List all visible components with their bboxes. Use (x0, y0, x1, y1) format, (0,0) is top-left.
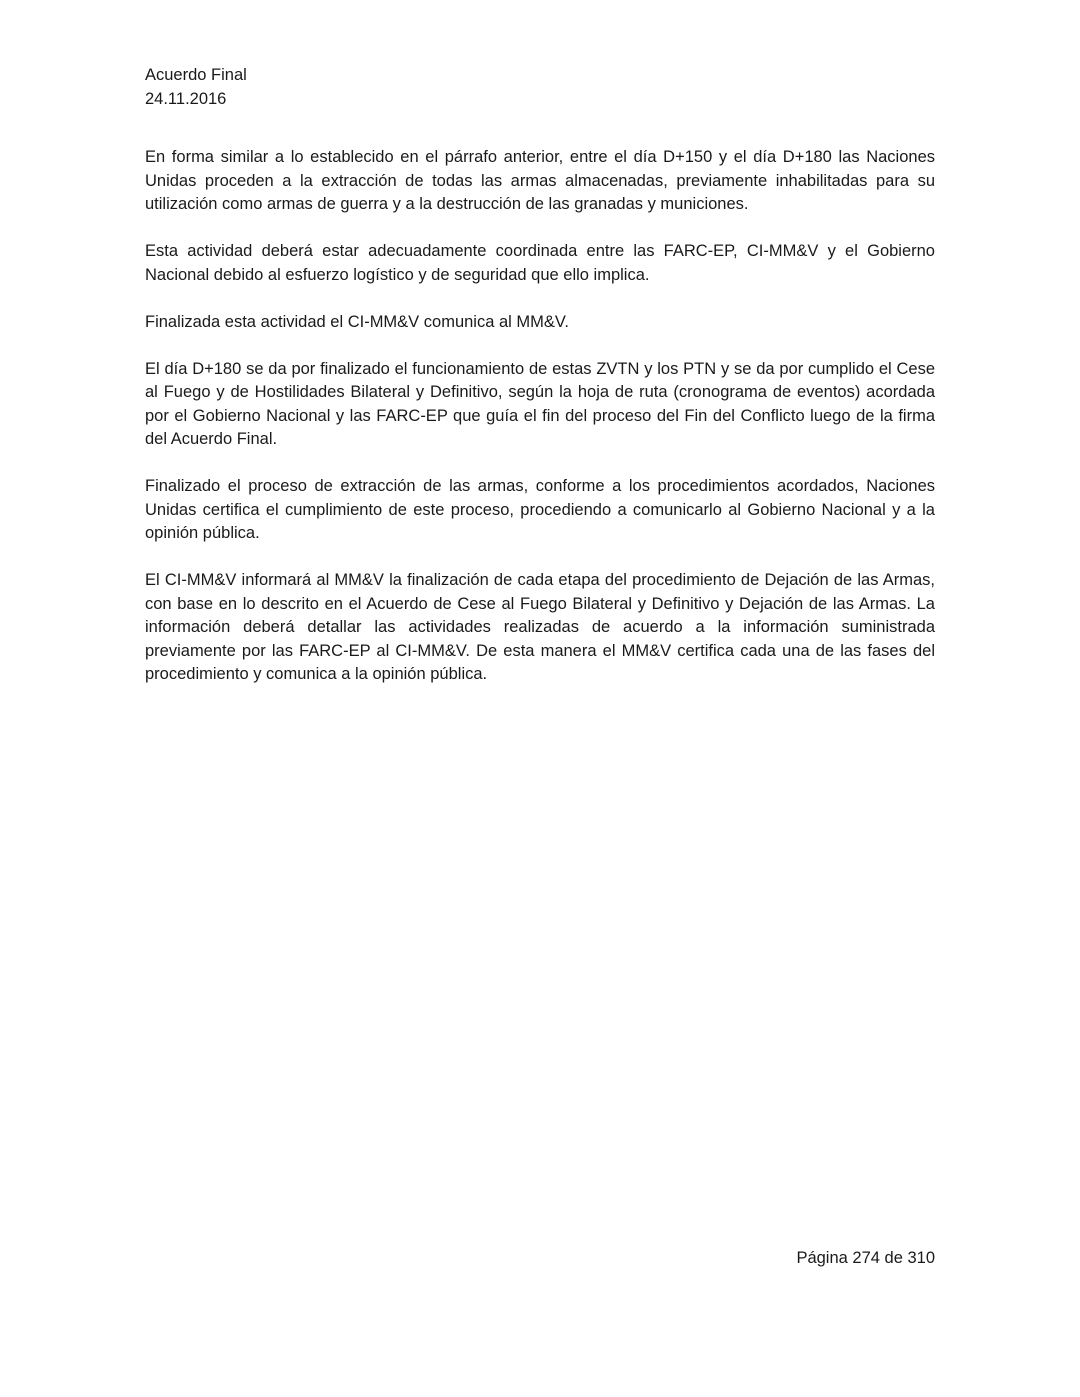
page-number: Página 274 de 310 (796, 1249, 935, 1267)
paragraph-weapons-extraction: En forma similar a lo establecido en el párrafo anterior, entre el día D+150 y el día D+180 las Naciones Unidas proceden a la extracción de todas las armas almacenadas, previamente inhabilitadas para su utilización como armas de guerra y a la destrucción de las granadas y municiones. (145, 148, 935, 213)
paragraph-ceasefire-end: El día D+180 se da por finalizado el funcionamiento de estas ZVTN y los PTN y se da por cumplido el Cese al Fuego y de Hostilidades Bilateral y Definitivo, según la hoja de ruta (cronograma de eventos) acordada por el Gobierno Nacional y las FARC-EP que guía el fin del proceso del Fin del Conflicto luego de la firma del Acuerdo Final. (145, 359, 935, 448)
paragraph-mmv-certification: El CI-MM&V informará al MM&V la finalización de cada etapa del procedimiento de Dejación de las Armas, con base en lo descrito en el Acuerdo de Cese al Fuego Bilateral y Definitivo y Dejación de las Armas. La información deberá detallar las actividades realizadas de acuerdo a la información suministrada previamente por las FARC-EP al CI-MM&V. De esta manera el MM&V certifica cada una de las fases del procedimiento y comunica a la opinión pública. (145, 571, 935, 683)
document-body (145, 146, 935, 710)
paragraph-communication: Finalizada esta actividad el CI-MM&V comunica al MM&V. (145, 312, 569, 331)
paragraph-un-certification: Finalizado el proceso de extracción de las armas, conforme a los procedimientos acordados, Naciones Unidas certifica el cumplimiento de este proceso, procediendo a comunicarlo al Gobierno Nacional y a la opinión pública. (145, 477, 935, 542)
document-title: Acuerdo Final (145, 66, 247, 84)
paragraph-coordination: Esta actividad deberá estar adecuadamente coordinada entre las FARC-EP, CI-MM&V y el Gobierno Nacional debido al esfuerzo logístico y de seguridad que ello implica. (145, 242, 935, 284)
document-date: 24.11.2016 (145, 90, 227, 108)
page-header (145, 63, 247, 111)
